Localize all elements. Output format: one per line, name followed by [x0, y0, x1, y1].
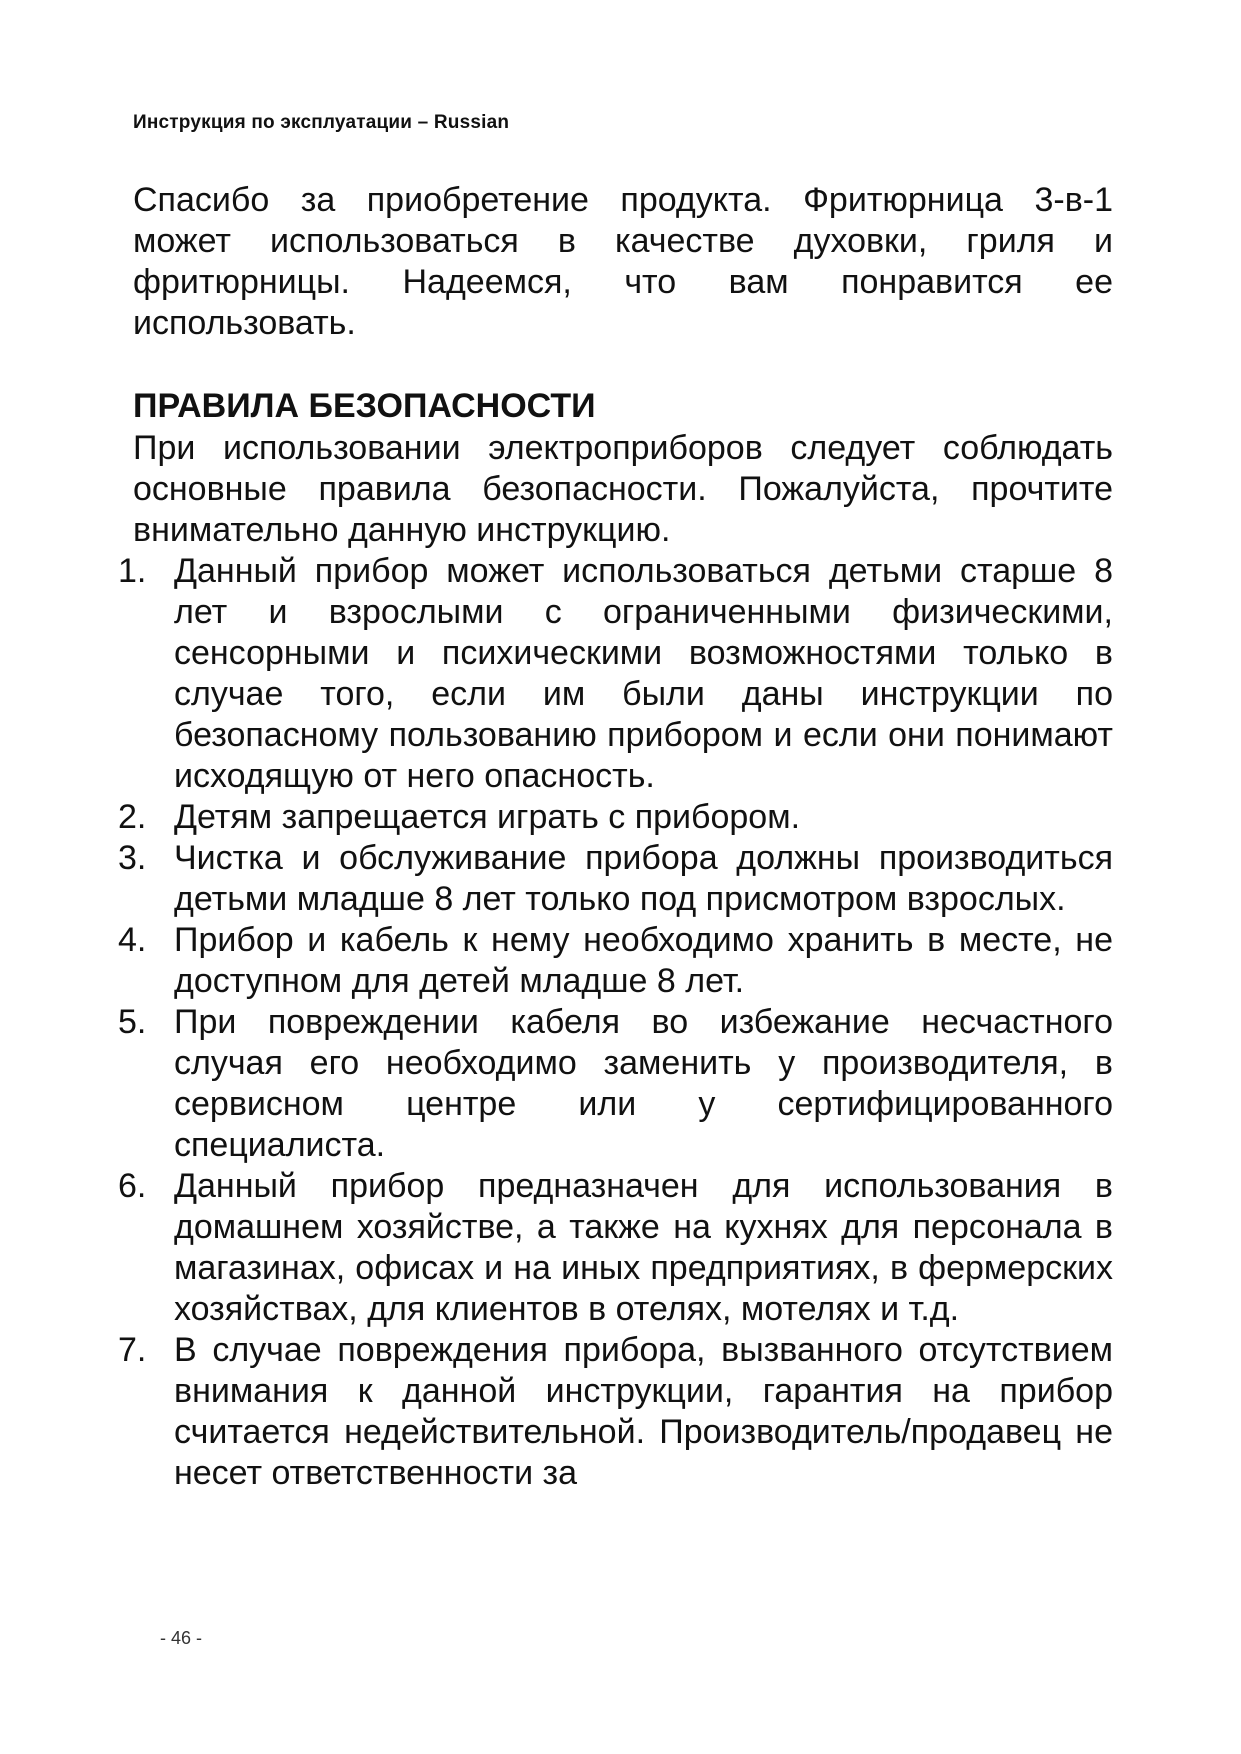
list-item-text: При повреждении кабеля во избежание несчастного случая его необходимо заменить у производителя, в сервисном центре или у сертифицированного специалиста.	[174, 1003, 1113, 1164]
page-header: Инструкция по эксплуатации – Russian	[133, 112, 510, 133]
list-item-text: Чистка и обслуживание прибора должны производиться детьми младше 8 лет только под присмотром взрослых.	[174, 839, 1113, 918]
list-item-number: 3.	[118, 839, 147, 877]
list-item-number: 1.	[118, 552, 147, 590]
list-item	[118, 1002, 1113, 1166]
list-item-text: Данный прибор предназначен для использования в домашнем хозяйстве, а также на кухнях для персонала в магазинах, офисах и на иных предприятиях, в фермерских хозяйствах, для клиентов в отелях, мотелях и т.д.	[174, 1167, 1113, 1328]
list-item-number: 2.	[118, 798, 147, 836]
list-item	[118, 797, 1113, 838]
list-item	[118, 838, 1113, 920]
list-item-text: В случае повреждения прибора, вызванного отсутствием внимания к данной инструкции, гарантия на прибор считается недействительной. Производитель/продавец не несет ответственности за	[174, 1331, 1113, 1492]
list-item-text: Прибор и кабель к нему необходимо хранить в месте, не доступном для детей младше 8 лет.	[174, 921, 1113, 1000]
list-item	[118, 920, 1113, 1002]
section-title: ПРАВИЛА БЕЗОПАСНОСТИ	[133, 387, 596, 425]
list-item-number: 5.	[118, 1003, 147, 1041]
list-item	[118, 1330, 1113, 1494]
list-item	[118, 551, 1113, 797]
list-item-number: 6.	[118, 1167, 147, 1205]
list-item-text: Детям запрещается играть с прибором.	[174, 798, 801, 836]
intro-paragraph: Спасибо за приобретение продукта. Фритюрница 3-в-1 может использоваться в качестве духовки, гриля и фритюрницы. Надеемся, что вам понравится ее использовать.	[133, 181, 1113, 342]
page-number: - 46 -	[160, 1628, 203, 1648]
safety-rules-list	[118, 551, 1113, 1494]
list-item-number: 4.	[118, 921, 147, 959]
list-item-text: Данный прибор может использоваться детьми старше 8 лет и взрослыми с ограниченными физическими, сенсорными и психическими возможностями только в случае того, если им были даны инструкции по безопасному пользованию прибором и если они понимают исходящую от него опасность.	[174, 552, 1113, 795]
section-intro: При использовании электроприборов следует соблюдать основные правила безопасности. Пожалуйста, прочтите внимательно данную инструкцию.	[133, 429, 1113, 549]
list-item	[118, 1166, 1113, 1330]
list-item-number: 7.	[118, 1331, 147, 1369]
